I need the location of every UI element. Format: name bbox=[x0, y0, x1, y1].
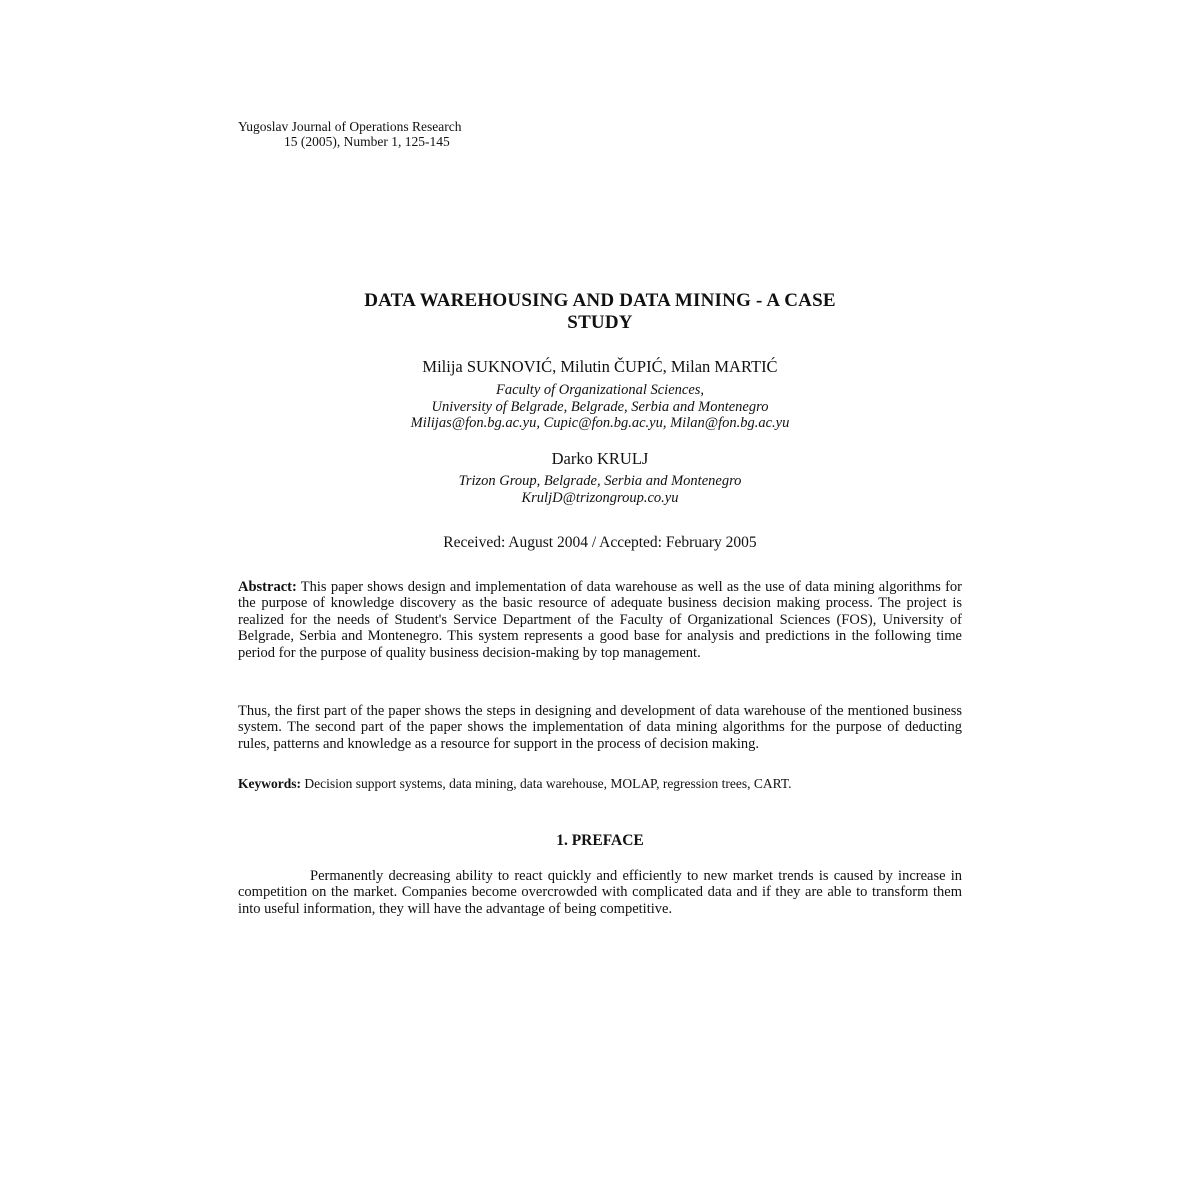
affiliation-1-line2: University of Belgrade, Belgrade, Serbia and Montenegro bbox=[431, 398, 769, 415]
keywords-label: Keywords: bbox=[238, 776, 301, 791]
section-1-text: Permanently decreasing ability to react quickly and efficiently to new market trends is caused by increase in competition on the market. Companies become overcrowded with complicated data and if they are able to transform them into useful information, they will have the advantage of being competitive. bbox=[238, 868, 962, 917]
section-1-heading: 1. PREFACE bbox=[556, 832, 644, 849]
author-names-2: Darko KRULJ bbox=[551, 449, 649, 468]
paper-title bbox=[238, 290, 962, 334]
keywords-paragraph bbox=[238, 776, 962, 792]
keywords-text: Decision support systems, data mining, data warehouse, MOLAP, regression trees, CART. bbox=[304, 776, 792, 791]
paper-title-line1: DATA WAREHOUSING AND DATA MINING - A CASE bbox=[364, 290, 836, 311]
journal-header bbox=[238, 119, 461, 149]
author-group-2 bbox=[238, 449, 962, 506]
received-accepted-dates: Received: August 2004 / Accepted: February 2005 bbox=[443, 534, 757, 551]
section-1-paragraph bbox=[238, 868, 962, 917]
affiliation-2: Trizon Group, Belgrade, Serbia and Montenegro bbox=[458, 473, 742, 489]
abstract-label: Abstract: bbox=[238, 579, 297, 595]
paper-title-line2: STUDY bbox=[567, 312, 633, 333]
abstract-paragraph bbox=[238, 579, 962, 661]
journal-name: Yugoslav Journal of Operations Research bbox=[238, 119, 462, 134]
affiliation-1-line1: Faculty of Organizational Sciences, bbox=[495, 382, 705, 398]
author-emails-1: Milijas@fon.bg.ac.yu, Cupic@fon.bg.ac.yu, Milan@fon.bg.ac.yu bbox=[410, 415, 790, 431]
abstract-paragraph-2: Thus, the first part of the paper shows the steps in designing and development of data warehouse of the mentioned business system. The second part of the paper shows the implementation of data mining algorithms for the purpose of deducting rules, patterns and knowledge as a resource for support in the process of decision making. bbox=[238, 703, 962, 752]
abstract-text: This paper shows design and implementation of data warehouse as well as the use of data mining algorithms for the purpose of knowledge discovery as the basic resource of adequate business decision making process. The project is realized for the needs of Student's Service Department of the Faculty of Organizational Sciences (FOS), University of Belgrade, Serbia and Montenegro. This system represents a good base for analysis and predictions in the following time period for the purpose of quality business decision-making by top management. bbox=[238, 579, 962, 661]
author-names-1: Milija SUKNOVIĆ, Milutin ČUPIĆ, Milan MARTIĆ bbox=[422, 357, 778, 376]
author-email-2: KruljD@trizongroup.co.yu bbox=[521, 489, 679, 506]
journal-issue: 15 (2005), Number 1, 125-145 bbox=[284, 134, 450, 149]
author-group-1 bbox=[238, 357, 962, 432]
